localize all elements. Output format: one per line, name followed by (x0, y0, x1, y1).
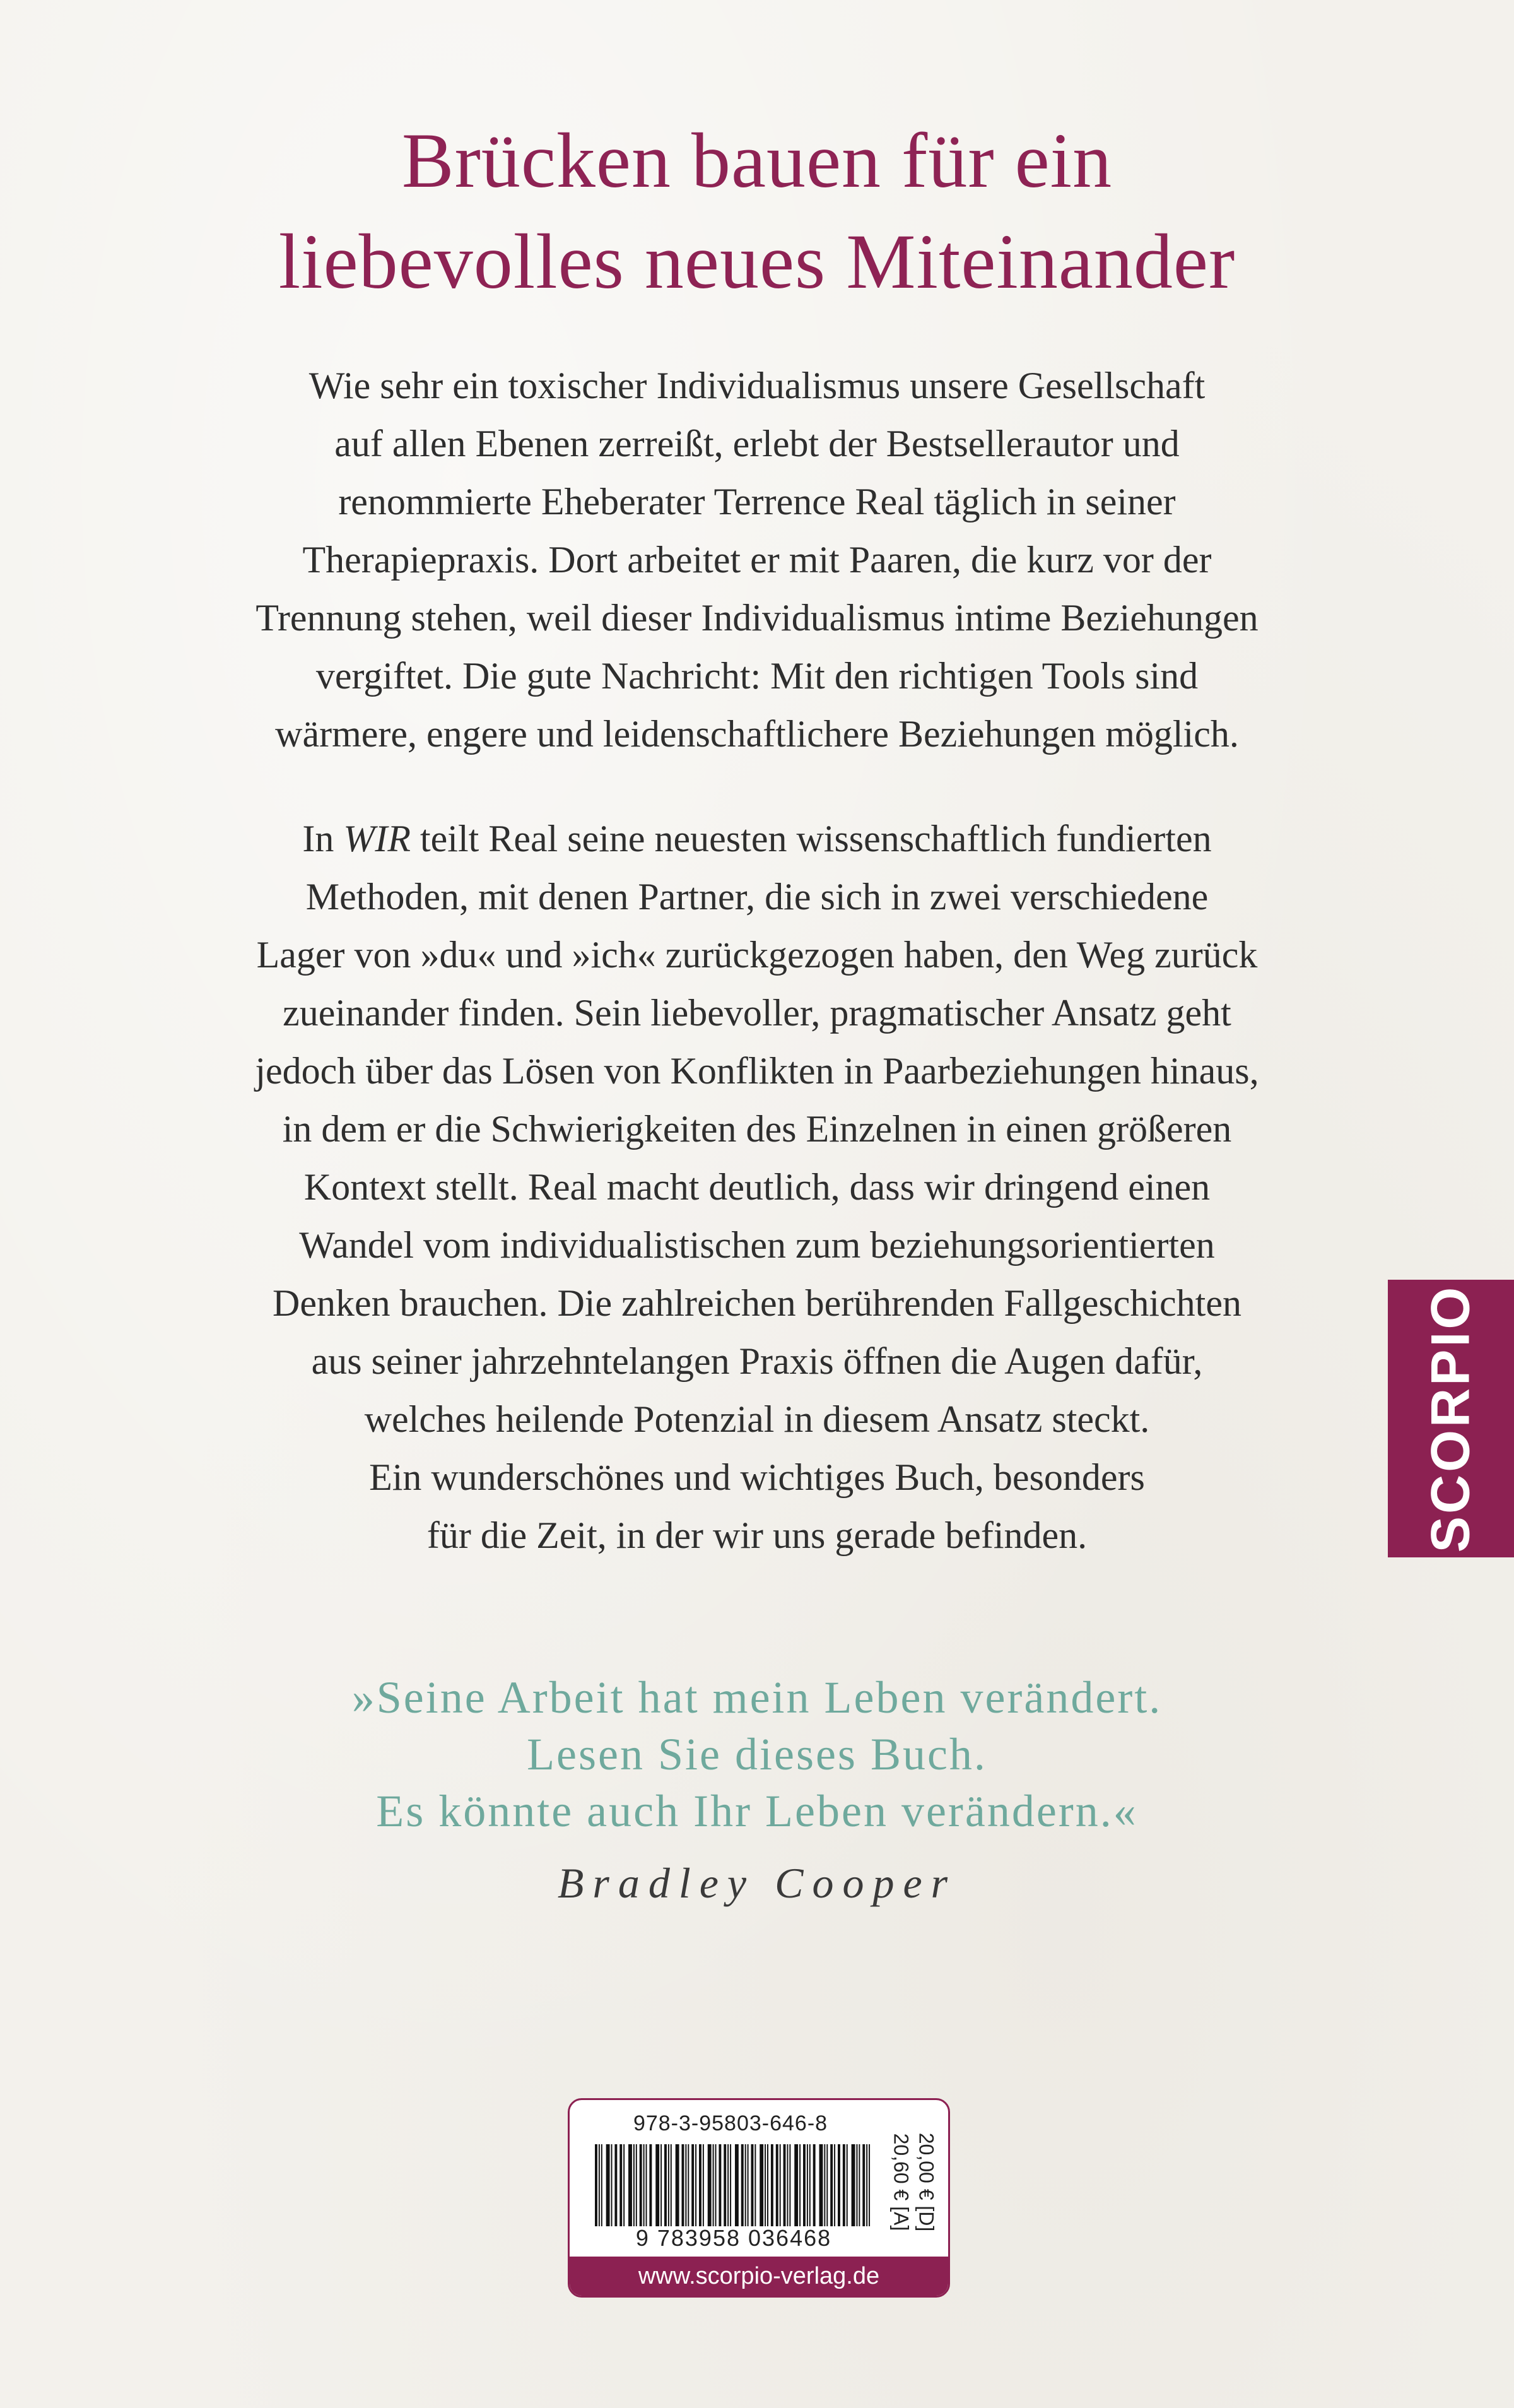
barcode-bar (862, 2144, 865, 2226)
paragraph-1-line: renommierte Eheberater Terrence Real täglich in seiner (338, 481, 1176, 522)
ean-digits: 9 783958 036468 (635, 2225, 832, 2251)
barcode-bar (813, 2144, 816, 2226)
barcode-bar (619, 2144, 622, 2226)
barcode-bar (765, 2144, 766, 2226)
barcode-bar (614, 2144, 617, 2226)
publisher-url-strip (570, 2257, 948, 2296)
paragraph-2-first-line (164, 810, 1350, 868)
barcode-bar (767, 2144, 768, 2226)
publisher-tab (1388, 1280, 1514, 1557)
headline-line-1: Brücken bauen für ein (401, 117, 1113, 204)
barcode-bar (783, 2144, 786, 2226)
barcode-bar (735, 2144, 739, 2226)
barcode-bar (780, 2144, 781, 2226)
quote-line-2: Lesen Sie dieses Buch. (527, 1729, 987, 1779)
barcode-bar (730, 2144, 731, 2226)
barcode-bar (859, 2144, 860, 2226)
barcode-bar (595, 2144, 597, 2226)
barcode-bar (787, 2144, 788, 2226)
barcode-bar (713, 2144, 714, 2226)
barcode-bar (838, 2144, 840, 2226)
barcode-bar (708, 2144, 712, 2226)
price-column (879, 2113, 942, 2252)
price-germany: 20,00 € [D] (915, 2132, 938, 2232)
barcode-bar (719, 2144, 721, 2226)
barcode-bar (799, 2144, 801, 2226)
barcode-bar (685, 2144, 686, 2226)
barcode-box (568, 2098, 950, 2298)
headline-line-2: liebevolles neues Miteinander (278, 218, 1236, 305)
barcode-bar (754, 2144, 756, 2226)
testimonial-quote (189, 1669, 1325, 1839)
barcode-bar (741, 2144, 744, 2226)
quote-author: Bradley Cooper (557, 1859, 957, 1907)
barcode-bar (628, 2144, 632, 2226)
barcode-bar (688, 2144, 689, 2226)
barcode-bar (676, 2144, 679, 2226)
paragraph-2-line: Wandel vom individualistischen zum beziehungsorientierten (299, 1224, 1215, 1266)
barcode-bar (727, 2144, 729, 2226)
barcode-bar (655, 2144, 659, 2226)
paragraph-2-line: für die Zeit, in der wir uns gerade befinden. (426, 1514, 1088, 1556)
publisher-url[interactable]: www.scorpio-verlag.de (638, 2263, 880, 2289)
barcode-bar (819, 2144, 823, 2226)
paragraph-1-line: vergiftet. Die gute Nachricht: Mit den richtigen Tools sind (315, 655, 1199, 697)
barcode-bar (803, 2144, 806, 2226)
barcode-bar (646, 2144, 647, 2226)
barcode-bar (699, 2144, 701, 2226)
paragraph-2 (164, 810, 1350, 1564)
barcode-bar (807, 2144, 808, 2226)
barcode-bar (847, 2144, 848, 2226)
paragraph-2-line: in dem er die Schwierigkeiten des Einzelnen in einen größeren (282, 1108, 1232, 1150)
quote-line-3: Es könnte auch Ihr Leben verändern.« (376, 1786, 1138, 1836)
barcode-bar (843, 2144, 845, 2226)
barcode-bar (830, 2144, 833, 2226)
paragraph-2-line: Ein wunderschönes und wichtiges Buch, besonders (369, 1456, 1145, 1498)
barcode-bar (703, 2144, 704, 2226)
barcode-bar (649, 2144, 652, 2226)
barcode-bar (771, 2144, 773, 2226)
barcode-bar (776, 2144, 778, 2226)
barcode-bar (824, 2144, 825, 2226)
book-title-wir: WIR (343, 818, 411, 859)
paragraph-2-line: Kontext stellt. Real macht deutlich, dass wir dringend einen (303, 1166, 1211, 1208)
barcode-bar (834, 2144, 835, 2226)
barcode-bar (660, 2144, 662, 2226)
barcode-bar (715, 2144, 717, 2226)
barcode-bar (599, 2144, 600, 2226)
barcode-bar (745, 2144, 746, 2226)
barcode-bar (633, 2144, 635, 2226)
barcode-bar (809, 2144, 811, 2226)
isbn-number: 978-3-95803-646-8 (633, 2111, 828, 2135)
paragraph-2-line: Denken brauchen. Die zahlreichen berührenden Fallgeschichten (273, 1282, 1241, 1324)
barcode-bar (671, 2144, 672, 2226)
paragraph-1-line: wärmere, engere und leidenschaftlichere Beziehungen möglich. (275, 713, 1239, 755)
paragraph-1 (164, 357, 1350, 763)
barcode-bar (606, 2144, 610, 2226)
barcode-bar (789, 2144, 790, 2226)
barcode-bar (751, 2144, 754, 2226)
quote-line-1: »Seine Arbeit hat mein Leben verändert. (351, 1672, 1163, 1723)
paragraph-1-line: auf allen Ebenen zerreißt, erlebt der Bestsellerautor und (334, 423, 1180, 464)
price-austria: 20,60 € [A] (889, 2133, 913, 2231)
paragraph-2-line: Lager von »du« und »ich« zurückgezogen haben, den Weg zurück (256, 934, 1258, 976)
paragraph-2-line: zueinander finden. Sein liebevoller, pragmatischer Ansatz geht (283, 992, 1231, 1034)
barcode-bar (636, 2144, 637, 2226)
paragraph-1-line: Trennung stehen, weil dieser Individualismus intime Beziehungen (255, 597, 1259, 639)
barcode-bar (724, 2144, 726, 2226)
barcode-bar (664, 2144, 667, 2226)
barcode-bar (640, 2144, 642, 2226)
barcode-bar (760, 2144, 763, 2226)
barcode-bar (748, 2144, 749, 2226)
paragraph-2-first-rest: teilt Real seine neuesten wissenschaftlich fundierten (411, 818, 1212, 859)
paragraph-2-line: aus seiner jahrzehntelangen Praxis öffnen die Augen dafür, (311, 1340, 1203, 1382)
barcode-bar (682, 2144, 684, 2226)
paragraph-2-line: jedoch über das Lösen von Konflikten in Paarbeziehungen hinaus, (255, 1050, 1259, 1092)
barcode-bar (691, 2144, 694, 2226)
barcode-bars (595, 2144, 872, 2226)
barcode-bar (794, 2144, 798, 2226)
barcode-bar (866, 2144, 867, 2226)
barcode-bar (695, 2144, 696, 2226)
barcode-bar (668, 2144, 669, 2226)
paragraph-2-line: welches heilende Potenzial in diesem Ansatz steckt. (364, 1398, 1150, 1440)
barcode-bar (856, 2144, 857, 2226)
barcode-bar (826, 2144, 828, 2226)
barcode-bar (643, 2144, 645, 2226)
barcode-bar (852, 2144, 855, 2226)
paragraph-2-line: Methoden, mit denen Partner, die sich in zwei verschiedene (305, 876, 1209, 918)
publisher-logo-label: SCORPIO (1420, 1284, 1481, 1553)
paragraph-1-line: Therapiepraxis. Dort arbeitet er mit Paaren, die kurz vor der (302, 539, 1212, 581)
barcode-bar (623, 2144, 625, 2226)
paragraph-1-line: Wie sehr ein toxischer Individualismus unsere Gesellschaft (308, 365, 1206, 406)
barcode-bar (869, 2144, 870, 2226)
barcode-bar (601, 2144, 602, 2226)
barcode-bar (611, 2144, 613, 2226)
paragraph-2-prefix: In (302, 818, 344, 859)
headline (126, 110, 1388, 312)
